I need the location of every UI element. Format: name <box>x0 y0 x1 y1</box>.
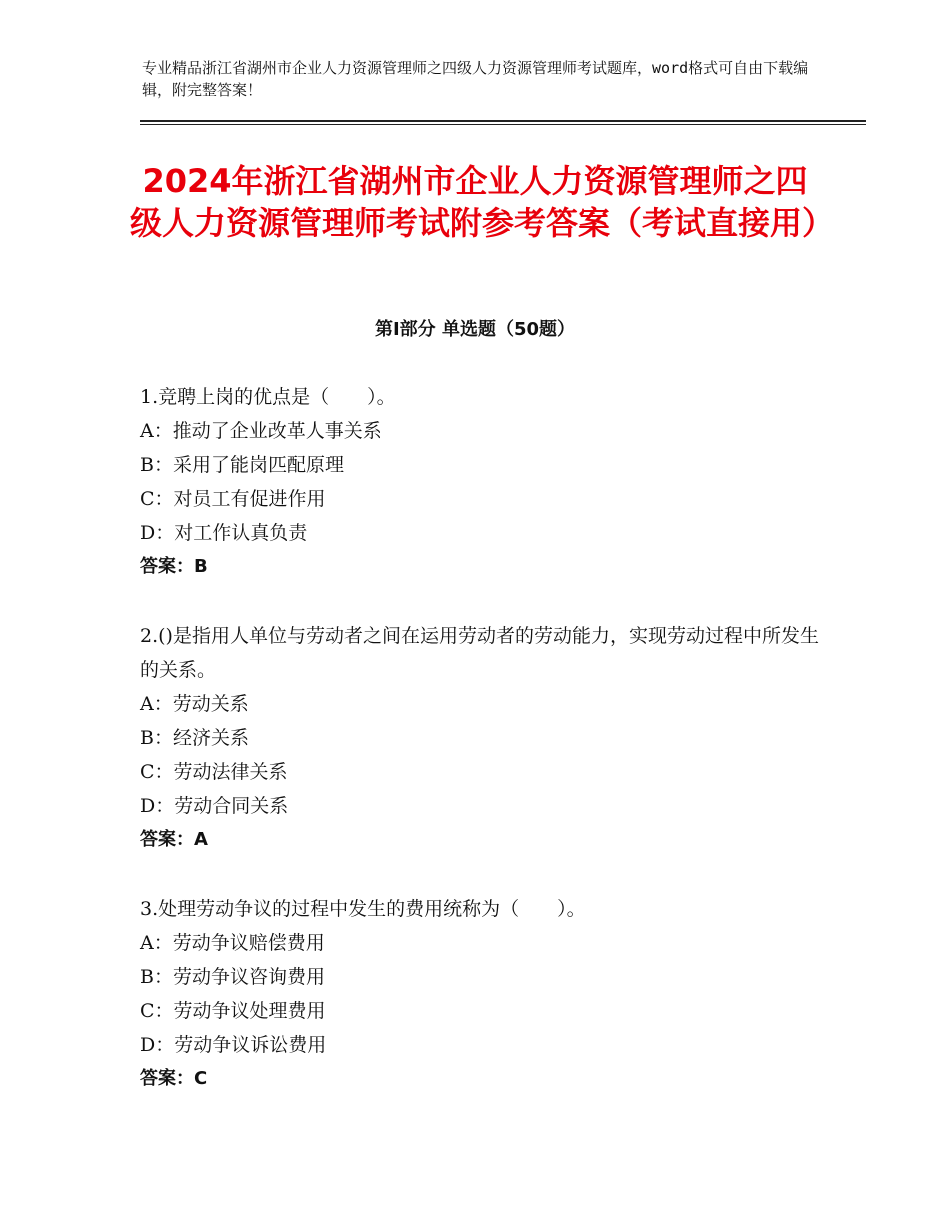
question-1 <box>140 380 820 584</box>
section-heading: 第Ⅰ部分 单选题（50题） <box>374 319 575 340</box>
answer: 答案：A <box>140 829 208 850</box>
option-d: D：对工作认真负责 <box>140 522 308 544</box>
option-c: C：劳动争议处理费用 <box>140 1000 326 1022</box>
question-stem: 2.()是指用人单位与劳动者之间在运用劳动者的劳动能力，实现劳动过程中所发生的关系。 <box>140 625 819 681</box>
question-stem: 1.竞聘上岗的优点是（ ）。 <box>140 386 396 408</box>
option-b: B：劳动争议咨询费用 <box>140 966 325 988</box>
option-b: B：经济关系 <box>140 727 249 749</box>
option-d: D：劳动争议诉讼费用 <box>140 1034 327 1056</box>
option-c: C：劳动法律关系 <box>140 761 288 783</box>
question-3 <box>140 892 820 1096</box>
document-title: 2024年浙江省湖州市企业人力资源管理师之四级人力资源管理师考试附参考答案（考试直接用） <box>130 162 835 242</box>
question-2 <box>140 619 820 857</box>
header-note: 专业精品浙江省湖州市企业人力资源管理师之四级人力资源管理师考试题库，word格式可自由下载编辑，附完整答案！ <box>142 59 809 99</box>
header-divider <box>140 120 866 125</box>
answer: 答案：C <box>140 1068 208 1089</box>
option-a: A：劳动争议赔偿费用 <box>140 932 325 954</box>
option-a: A：劳动关系 <box>140 693 249 715</box>
answer: 答案：B <box>140 556 208 577</box>
option-a: A：推动了企业改革人事关系 <box>140 420 382 442</box>
option-b: B：采用了能岗匹配原理 <box>140 454 344 476</box>
question-stem: 3.处理劳动争议的过程中发生的费用统称为（ ）。 <box>140 898 586 920</box>
option-c: C：对员工有促进作用 <box>140 488 326 510</box>
option-d: D：劳动合同关系 <box>140 795 289 817</box>
